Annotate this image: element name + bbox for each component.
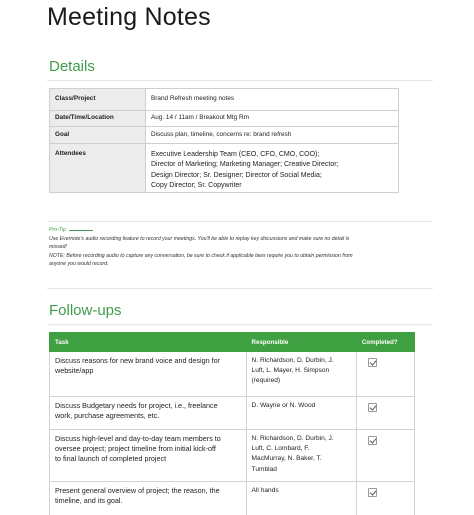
details-label: Goal xyxy=(50,127,146,144)
completed-cell xyxy=(356,397,414,430)
attendee-line: Design Director; Sr. Designer; Director of Social Media; xyxy=(151,171,322,179)
responsible-line: N. Richardson, D. Durbin, J. xyxy=(251,357,334,364)
followups-header-row xyxy=(50,333,415,352)
completed-checkbox[interactable] xyxy=(368,488,377,497)
responsible-line: All hands xyxy=(251,487,279,494)
column-header-responsible: Responsible xyxy=(246,333,356,352)
task-line: to final launch of completed project xyxy=(55,454,167,464)
details-row-project xyxy=(50,89,399,111)
responsible-line: Luft, C. Lombard, F. xyxy=(251,445,310,453)
attendee-line: Director of Marketing; Marketing Manager; Creative Director; xyxy=(151,161,339,169)
details-divider xyxy=(47,80,433,81)
responsible-cell xyxy=(246,397,356,430)
details-table xyxy=(49,88,399,193)
task-cell xyxy=(50,430,247,482)
table-row xyxy=(50,352,415,397)
completed-checkbox[interactable] xyxy=(368,436,377,445)
responsible-line: Tumblad xyxy=(251,465,277,473)
pro-tip-text: Use Evernote's audio recording feature to record your meetings. You'll be able to replay key discussions and make sure no detail is xyxy=(49,235,350,242)
responsible-line: D. Wayne or N. Wood xyxy=(251,402,316,409)
responsible-cell xyxy=(246,482,356,515)
task-line: oversee project; project timeline from initial kick-off xyxy=(55,444,216,454)
details-value: Discuss plan, timeline, concerns re: brand refresh xyxy=(146,127,399,144)
task-cell xyxy=(50,397,247,430)
responsible-cell xyxy=(246,430,356,482)
details-row-datetime xyxy=(50,111,399,127)
details-row-goal xyxy=(50,127,399,144)
pro-tip-note: NOTE: Before recording audio to capture any conversation, be sure to check if applicable laws require you to obtain permission from xyxy=(49,252,353,259)
protip-divider-top xyxy=(47,221,433,222)
attendee-line: Executive Leadership Team (CEO, CFO, CMO, COO); xyxy=(151,151,320,158)
details-value: Aug. 14 / 11am / Breakout Mtg Rm xyxy=(146,111,399,127)
details-label: Date/Time/Location xyxy=(50,111,146,127)
task-line: website/app xyxy=(55,366,94,376)
task-cell xyxy=(50,482,247,515)
pro-tip-note: anyone you would record. xyxy=(49,261,109,268)
table-row xyxy=(50,397,415,430)
responsible-line: (required) xyxy=(251,377,281,385)
responsible-line: N. Richardson, D. Durbin, J. xyxy=(251,435,334,442)
followups-divider xyxy=(47,324,433,325)
table-row xyxy=(50,430,415,482)
task-line: Present general overview of project; the reason, the xyxy=(55,486,220,495)
task-line: timeline, and its goal. xyxy=(55,496,123,506)
protip-divider-bottom xyxy=(47,288,433,289)
followups-heading: Follow-ups xyxy=(49,302,122,319)
task-line: work, purchase agreements, etc. xyxy=(55,411,160,421)
completed-cell xyxy=(356,352,414,397)
task-line: Discuss Budgetary needs for project, i.e., freelance xyxy=(55,401,218,410)
responsible-line: MacMurray, N. Baker, T. xyxy=(251,455,322,463)
pro-tip-label xyxy=(49,226,433,235)
task-cell xyxy=(50,352,247,397)
pro-tip-dash xyxy=(69,230,93,231)
pro-tip-block xyxy=(49,226,433,269)
completed-checkbox[interactable] xyxy=(368,403,377,412)
task-line: Discuss reasons for new brand voice and design for xyxy=(55,356,221,365)
details-label: Class/Project xyxy=(50,89,146,111)
column-header-task: Task xyxy=(50,333,247,352)
details-value: Brand Refresh meeting notes xyxy=(146,89,399,111)
followups-table xyxy=(49,332,415,515)
completed-cell xyxy=(356,482,414,515)
column-header-completed: Completed? xyxy=(356,333,414,352)
responsible-line: Luft, L. Mayer, H. Simpson xyxy=(251,367,330,375)
details-row-attendees xyxy=(50,144,399,193)
details-value-attendees xyxy=(146,144,399,193)
completed-checkbox[interactable] xyxy=(368,358,377,367)
details-heading: Details xyxy=(49,58,95,75)
task-line: Discuss high-level and day-to-day team members to xyxy=(55,434,221,443)
attendee-line: Copy Director; Sr. Copywriter xyxy=(151,182,242,190)
page-title: Meeting Notes xyxy=(47,3,211,31)
completed-cell xyxy=(356,430,414,482)
responsible-cell xyxy=(246,352,356,397)
pro-tip-label-text: Pro-Tip xyxy=(49,227,66,233)
details-label: Attendees xyxy=(50,144,146,193)
pro-tip-text: missed! xyxy=(49,244,67,251)
table-row xyxy=(50,482,415,515)
